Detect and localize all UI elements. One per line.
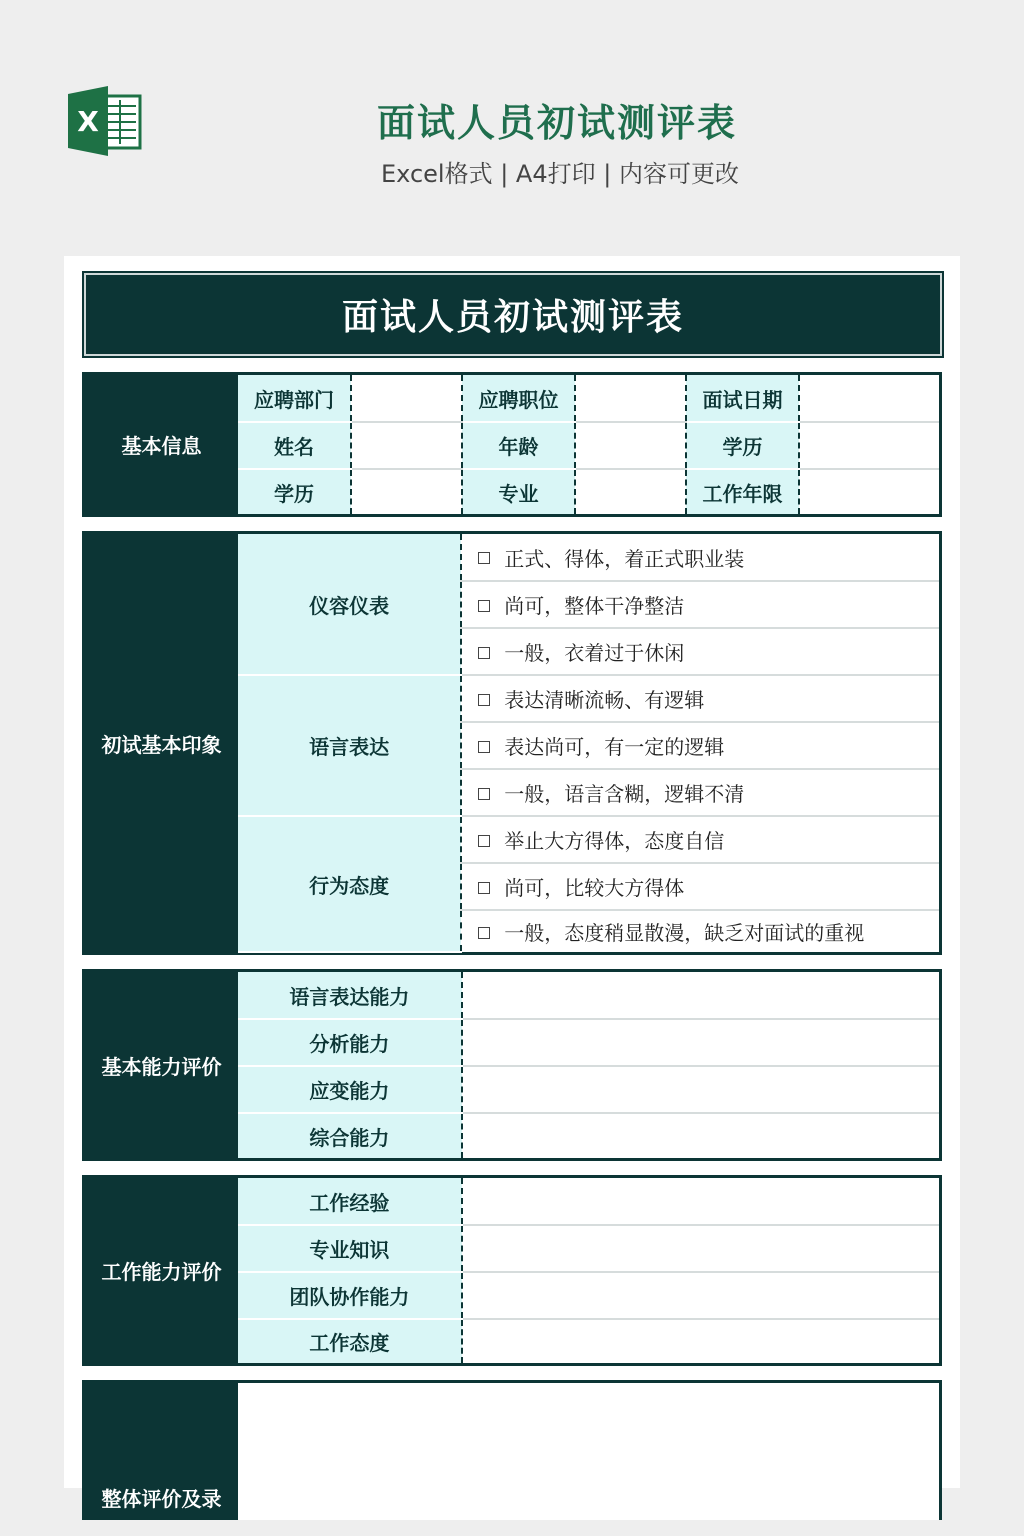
checkbox-icon[interactable] <box>478 788 490 800</box>
item-value[interactable] <box>462 1019 939 1066</box>
checkbox-icon[interactable] <box>478 741 490 753</box>
field-value[interactable] <box>575 422 686 469</box>
section-label-impression: 初试基本印象 <box>85 534 238 952</box>
item-label: 专业知识 <box>238 1225 462 1272</box>
field-value[interactable] <box>351 375 462 422</box>
item-value[interactable] <box>462 1319 939 1363</box>
item-value[interactable] <box>462 1066 939 1113</box>
page-subtitle: Excel格式 | A4打印 | 内容可更改 <box>381 160 739 188</box>
option-item[interactable]: 一般，衣着过于休闲 <box>461 628 939 675</box>
svg-text:X: X <box>77 105 99 138</box>
field-label: 姓名 <box>238 422 351 469</box>
ability-table <box>238 972 939 1158</box>
checkbox-icon[interactable] <box>478 835 490 847</box>
checkbox-icon[interactable] <box>478 600 490 612</box>
section-label-overall: 整体评价及录 <box>85 1383 238 1520</box>
field-label: 应聘部门 <box>238 375 351 422</box>
option-item[interactable]: 一般，语言含糊，逻辑不清 <box>461 769 939 816</box>
option-item[interactable]: 表达清晰流畅、有逻辑 <box>461 675 939 722</box>
form-title: 面试人员初试测评表 <box>84 273 942 356</box>
field-label: 学历 <box>238 469 351 514</box>
item-label: 综合能力 <box>238 1113 462 1158</box>
item-value[interactable] <box>462 1178 939 1225</box>
item-label: 团队协作能力 <box>238 1272 462 1319</box>
work-table <box>238 1178 939 1363</box>
item-value[interactable] <box>462 972 939 1019</box>
field-value[interactable] <box>799 375 939 422</box>
section-work-ability <box>82 1175 942 1366</box>
section-label-ability: 基本能力评价 <box>85 972 238 1158</box>
section-label-work: 工作能力评价 <box>85 1178 238 1363</box>
option-item[interactable]: 正式、得体，着正式职业装 <box>461 534 939 581</box>
field-value[interactable] <box>575 469 686 514</box>
field-label: 工作年限 <box>686 469 799 514</box>
form-sheet <box>64 256 960 1511</box>
section-label-basic: 基本信息 <box>85 375 238 514</box>
basic-info-table <box>238 375 939 514</box>
checkbox-icon[interactable] <box>478 647 490 659</box>
category-label: 语言表达 <box>238 675 461 816</box>
item-label: 分析能力 <box>238 1019 462 1066</box>
field-label: 面试日期 <box>686 375 799 422</box>
item-value[interactable] <box>462 1272 939 1319</box>
field-label: 学历 <box>686 422 799 469</box>
field-label: 年龄 <box>462 422 575 469</box>
section-impression <box>82 531 942 955</box>
field-value[interactable] <box>351 422 462 469</box>
field-label: 专业 <box>462 469 575 514</box>
field-label: 应聘职位 <box>462 375 575 422</box>
item-label: 应变能力 <box>238 1066 462 1113</box>
item-value[interactable] <box>462 1113 939 1158</box>
option-item[interactable]: 举止大方得体，态度自信 <box>461 816 939 863</box>
section-basic-ability <box>82 969 942 1161</box>
item-label: 语言表达能力 <box>238 972 462 1019</box>
category-label: 行为态度 <box>238 816 461 952</box>
checkbox-icon[interactable] <box>478 552 490 564</box>
field-value[interactable] <box>799 469 939 514</box>
item-label: 工作态度 <box>238 1319 462 1363</box>
category-label: 仪容仪表 <box>238 534 461 675</box>
impression-table <box>238 534 939 953</box>
field-value[interactable] <box>575 375 686 422</box>
option-item[interactable]: 尚可，整体干净整洁 <box>461 581 939 628</box>
field-value[interactable] <box>351 469 462 514</box>
page-title: 面试人员初试测评表 <box>376 101 737 145</box>
option-item[interactable]: 尚可，比较大方得体 <box>461 863 939 910</box>
item-value[interactable] <box>462 1225 939 1272</box>
checkbox-icon[interactable] <box>478 927 490 939</box>
checkbox-icon[interactable] <box>478 882 490 894</box>
checkbox-icon[interactable] <box>478 694 490 706</box>
option-item[interactable]: 表达尚可，有一定的逻辑 <box>461 722 939 769</box>
overall-value[interactable] <box>238 1383 939 1520</box>
section-overall <box>82 1380 942 1520</box>
option-item[interactable]: 一般，态度稍显散漫，缺乏对面试的重视 <box>461 910 939 952</box>
field-value[interactable] <box>799 422 939 469</box>
item-label: 工作经验 <box>238 1178 462 1225</box>
section-basic-info <box>82 372 942 517</box>
